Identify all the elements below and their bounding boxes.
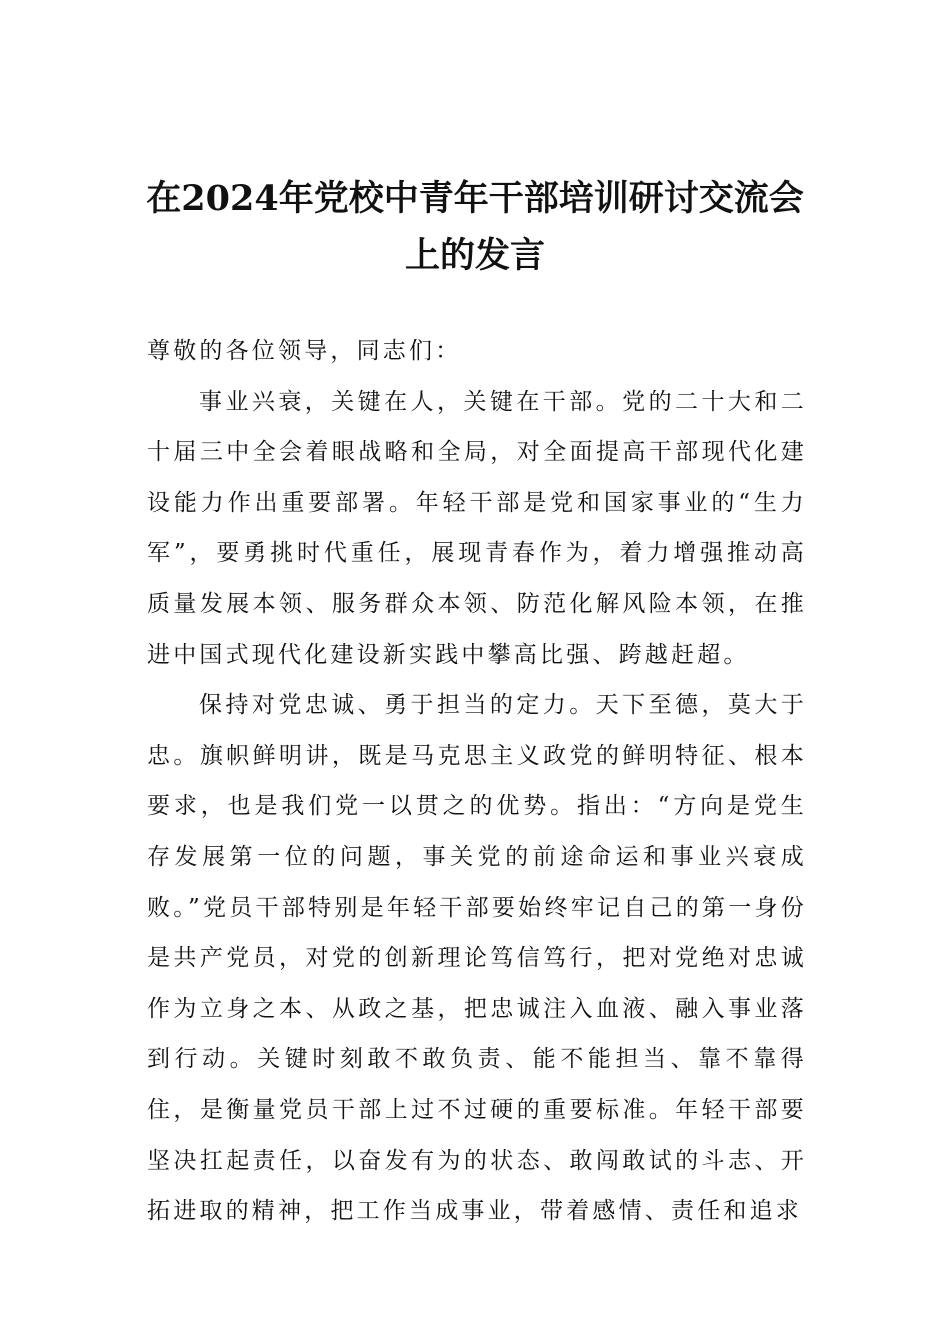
document-title: 在2024年党校中青年干部培训研讨交流会上的发言 — [146, 178, 804, 276]
paragraph: 事业兴衰，关键在人，关键在干部。党的二十大和二十届三中全会着眼战略和全局，对全面提高干部现代化建设能力作出重要部署。年轻干部是党和国家事业的“生力军”，要勇挑时代重任，展现青春作为，着力增强推动高质量发展本领、服务群众本领、防范化解风险本领，在推进中国式现代化建设新实践中攀高比强、跨越赶超。 — [147, 388, 807, 668]
salutation: 尊敬的各位领导，同志们： — [147, 338, 462, 364]
document-body — [147, 326, 807, 1237]
paragraph: 保持对党忠诚、勇于担当的定力。天下至德，莫大于忠。旗帜鲜明讲，既是马克思主义政党的鲜明特征、根本要求，也是我们党一以贯之的优势。指出：“方向是党生存发展第一位的问题，事关党的前途命运和事业兴衰成败。”党员干部特别是年轻干部要始终牢记自己的第一身份是共产党员，对党的创新理论笃信笃行，把对党绝对忠诚作为立身之本、从政之基，把忠诚注入血液、融入事业落到行动。关键时刻敢不敢负责、能不能担当、靠不靠得住，是衡量党员干部上过不过硬的重要标准。年轻干部要坚决扛起责任，以奋发有为的状态、敢闯敢试的斗志、开拓进取的精神，把工作当成事业，带着感情、责任和追求 — [147, 692, 807, 1225]
